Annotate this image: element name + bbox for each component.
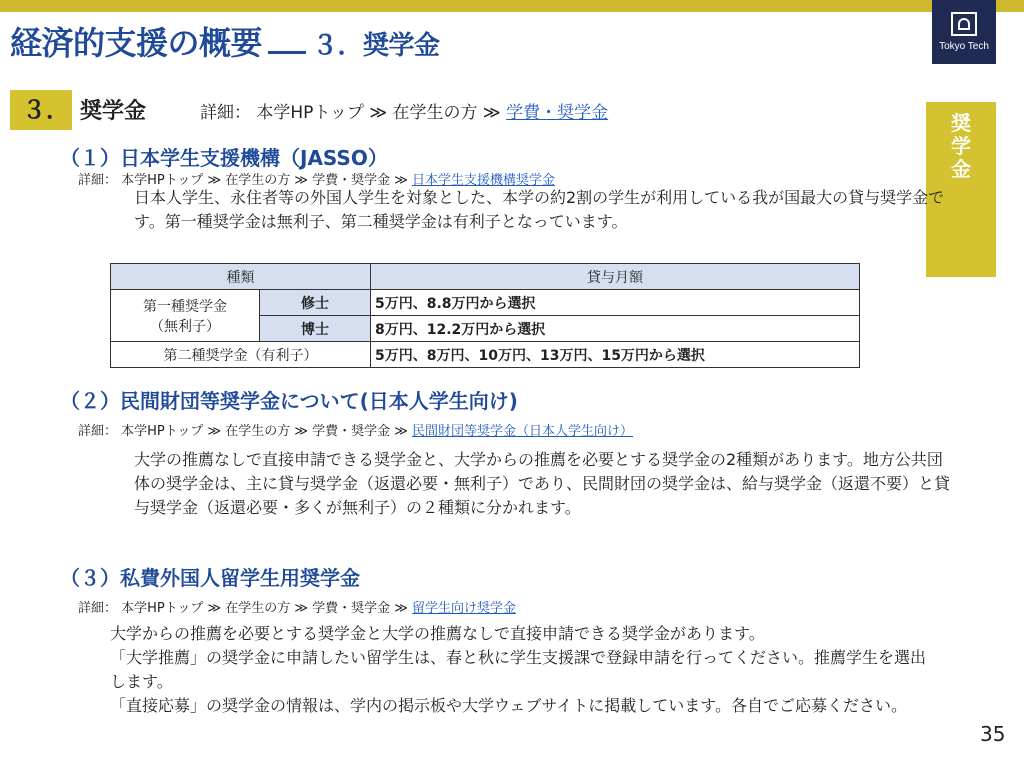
private-foundation-link[interactable]: 民間財団等奨学金（日本人学生向け） xyxy=(411,424,633,439)
doctor-amount-cell: 8万円、12.2万円から選択 xyxy=(371,316,860,342)
private-heading: （２）民間財団等奨学金について(日本人学生向け) xyxy=(60,389,518,413)
section-badge: ３． xyxy=(10,90,72,130)
section-detail xyxy=(200,98,608,123)
intl-scholarship-link[interactable]: 留学生向け奨学金 xyxy=(411,601,516,616)
table-header-amount: 貸与月額 xyxy=(371,264,860,290)
private-detail-path: 詳細： 本学HPトップ ≫ 在学生の方 ≫ 学費・奨学金 ≫ xyxy=(78,424,412,439)
logo-text: Tokyo Tech xyxy=(939,41,989,52)
table-row xyxy=(111,342,860,368)
first-type-label: 第一種奨学金 xyxy=(143,298,227,315)
page-title xyxy=(10,18,440,64)
page-number: 35 xyxy=(980,722,1006,746)
master-cell: 修士 xyxy=(260,290,371,316)
logo-emblem-icon xyxy=(951,12,977,36)
second-amount-cell: 5万円、8万円、10万円、13万円、15万円から選択 xyxy=(371,342,860,368)
jasso-link[interactable]: 日本学生支援機構奨学金 xyxy=(411,173,555,188)
private-detail xyxy=(78,420,633,439)
jasso-heading: （１）日本学生支援機構（JASSO） xyxy=(60,146,388,170)
intl-line-3: 「直接応募」の奨学金の情報は、学内の掲示板や大学ウェブサイトに掲載しています。各自でご応募ください。 xyxy=(110,696,907,715)
jasso-body: 日本人学生、永住者等の外国人学生を対象とした、本学の約2割の学生が利用している我が国最大の貸与奨学金です。第一種奨学金は無利子、第二種奨学金は有利子となっています。 xyxy=(134,188,945,231)
intl-heading: （３）私費外国人留学生用奨学金 xyxy=(60,566,360,590)
intl-detail xyxy=(78,597,516,616)
side-tab-label: 奨学金 xyxy=(951,111,971,181)
section-detail-path: 詳細： 本学HPトップ ≫ 在学生の方 ≫ xyxy=(200,103,507,123)
title-underline xyxy=(268,51,306,54)
title-main: 経済的支援の概要 xyxy=(10,24,263,62)
top-accent-bar xyxy=(0,0,1024,12)
private-body: 大学の推薦なしで直接申請できる奨学金と、大学からの推薦を必要とする奨学金の2種類があります。地方公共団体の奨学金は、主に貸与奨学金（返還必要・無利子）であり、民間財団の奨学金は、給与奨学金（返還不要）と貸与奨学金（返還必要・多くが無利子）の２種類に分かれます。 xyxy=(134,450,951,517)
intl-line-2: 「大学推薦」の奨学金に申請したい留学生は、春と秋に学生支援課で登録申請を行ってください。推薦学生を選出します。 xyxy=(110,648,927,691)
table-header-row xyxy=(111,264,860,290)
second-type-cell: 第二種奨学金（有利子） xyxy=(111,342,371,368)
jasso-detail-path: 詳細： 本学HPトップ ≫ 在学生の方 ≫ 学費・奨学金 ≫ xyxy=(78,173,412,188)
table-header-type: 種類 xyxy=(111,264,371,290)
doctor-cell: 博士 xyxy=(260,316,371,342)
intl-detail-path: 詳細： 本学HPトップ ≫ 在学生の方 ≫ 学費・奨学金 ≫ xyxy=(78,601,412,616)
jasso-table xyxy=(110,263,860,368)
intl-body xyxy=(110,622,930,718)
tokyo-tech-logo xyxy=(932,0,996,64)
master-amount-cell: 5万円、8.8万円から選択 xyxy=(371,290,860,316)
intl-line-1: 大学からの推薦を必要とする奨学金と大学の推薦なしで直接申請できる奨学金があります。 xyxy=(110,624,765,643)
table-row xyxy=(111,290,860,316)
section-title: 奨学金 xyxy=(80,99,147,124)
title-sub: ３．奨学金 xyxy=(312,31,440,61)
first-type-cell xyxy=(111,290,260,342)
tuition-scholarship-link[interactable]: 学費・奨学金 xyxy=(506,103,609,123)
first-type-note: （無利子） xyxy=(150,318,220,335)
